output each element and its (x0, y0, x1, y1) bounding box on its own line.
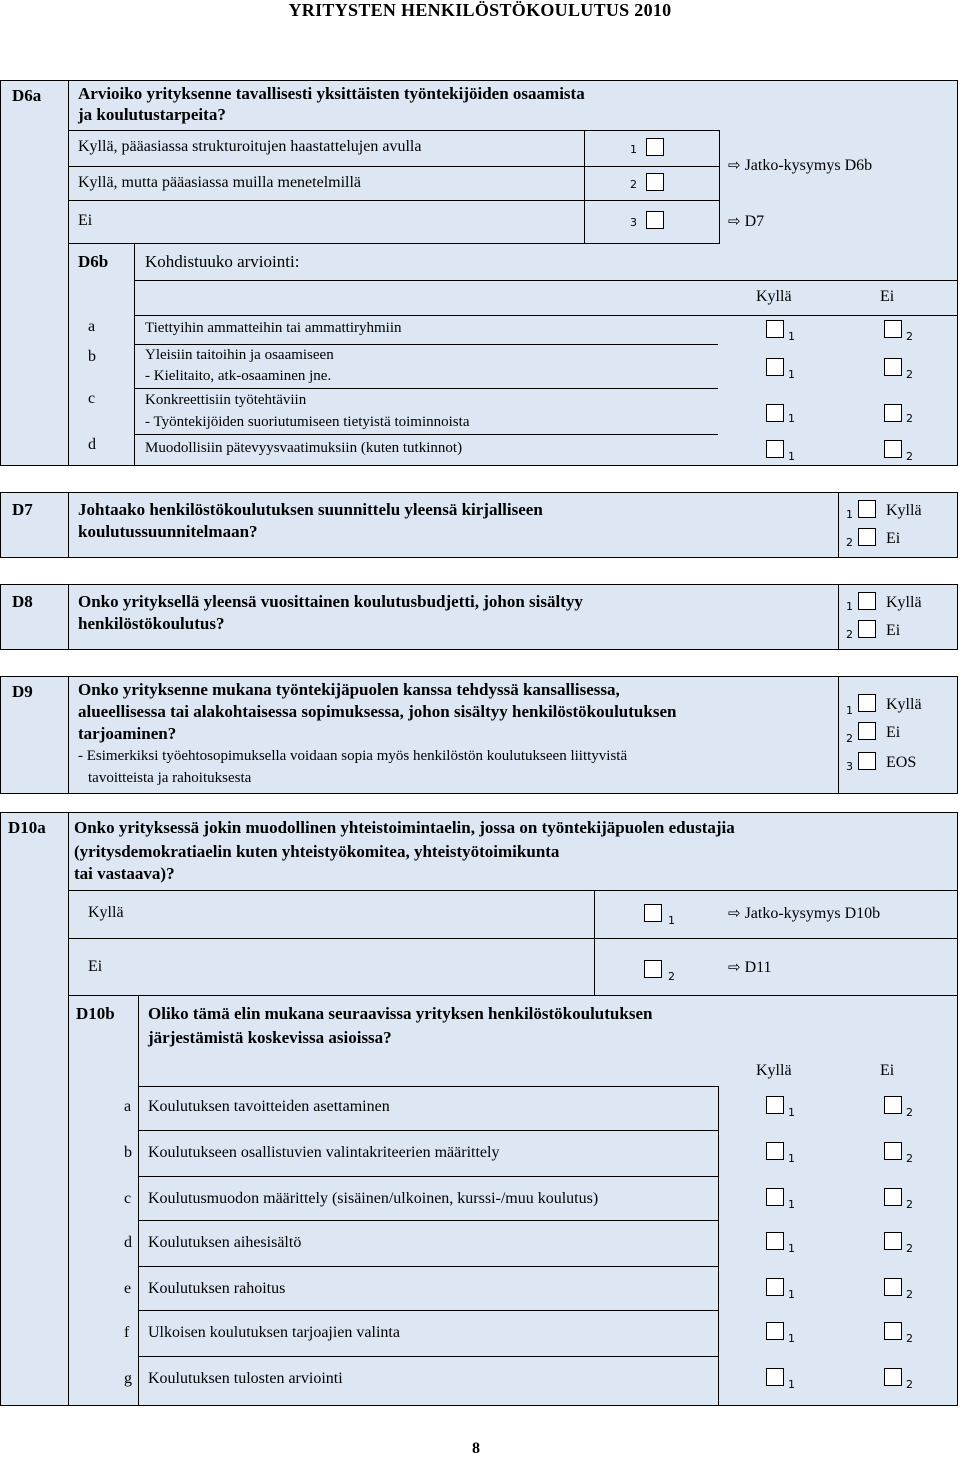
d10a-option-no: Ei (88, 958, 103, 975)
d6b-b-yes-checkbox[interactable] (766, 358, 784, 376)
arrow-right-icon: ⇨ (728, 156, 741, 174)
d6a-checkbox-1[interactable] (646, 138, 664, 156)
page-number: 8 (472, 1440, 480, 1457)
d10b-d-no-checkbox[interactable] (884, 1232, 902, 1250)
d10b-col-yes: Kyllä (756, 1062, 792, 1079)
d9-note-line1: - Esimerkiksi työehtosopimuksella voidaan sopia myös henkilöstön koulutukseen liittyvistä (78, 748, 628, 764)
arrow-right-icon: ⇨ (728, 958, 741, 976)
d10b-a-no-checkbox[interactable] (884, 1096, 902, 1114)
d9-yes-checkbox[interactable] (858, 694, 876, 712)
question-id-d6a: D6a (12, 86, 42, 105)
d10b-g-no-checkbox[interactable] (884, 1368, 902, 1386)
d10b-e-no-checkbox[interactable] (884, 1278, 902, 1296)
d6b-c-yes-checkbox[interactable] (766, 404, 784, 422)
d8-question-line1: Onko yrityksellä yleensä vuosittainen koulutusbudjetti, johon sisältyy (78, 592, 583, 611)
d6b-col-no: Ei (880, 288, 895, 305)
d10b-c-yes-checkbox[interactable] (766, 1188, 784, 1206)
d10a-no-checkbox[interactable] (644, 960, 662, 978)
d6b-d-yes-checkbox[interactable] (766, 440, 784, 458)
d10a-option-yes: Kyllä (88, 904, 124, 921)
d6b-item-b: Yleisiin taitoihin ja osaamiseen (145, 347, 334, 363)
d6a-question-line2: ja koulutustarpeita? (78, 105, 226, 124)
d10b-item-a: Koulutuksen tavoitteiden asettaminen (148, 1098, 390, 1115)
d10a-question-line2: (yritysdemokratiaelin kuten yhteistyökomitea, yhteistyötoimikunta (74, 842, 560, 861)
d9-question-line1: Onko yrityksenne mukana työntekijäpuolen kanssa tehdyssä kansallisessa, (78, 680, 620, 699)
question-id-d10b: D10b (76, 1004, 115, 1023)
question-id-d8: D8 (12, 592, 33, 611)
d10b-b-yes-checkbox[interactable] (766, 1142, 784, 1160)
d6a-checkbox-3[interactable] (646, 211, 664, 229)
d6b-d-no-checkbox[interactable] (884, 440, 902, 458)
question-id-d10a: D10a (8, 818, 46, 837)
d6a-option-2: Kyllä, mutta pääasiassa muilla menetelmillä (78, 174, 362, 191)
arrow-right-icon: ⇨ (728, 212, 741, 230)
d6b-item-d: Muodollisiin pätevyysvaatimuksiin (kuten tutkinnot) (145, 440, 463, 456)
d6a-jump-yes: ⇨ Jatko-kysymys D6b (728, 156, 873, 174)
page-header: YRITYSTEN HENKILÖSTÖKOULUTUS 2010 (288, 0, 672, 20)
d10b-d-yes-checkbox[interactable] (766, 1232, 784, 1250)
d6b-item-c: Konkreettisiin työtehtäviin (145, 392, 307, 408)
d10b-question-line1: Oliko tämä elin mukana seuraavissa yrityksen henkilöstökoulutuksen (148, 1004, 653, 1023)
question-id-d9: D9 (12, 682, 33, 701)
d8-yes-checkbox[interactable] (858, 592, 876, 610)
question-id-d7: D7 (12, 500, 33, 519)
d6b-c-no-checkbox[interactable] (884, 404, 902, 422)
d8-no-checkbox[interactable] (858, 620, 876, 638)
d10a-jump-yes: ⇨ Jatko-kysymys D10b (728, 904, 881, 922)
d6b-col-yes: Kyllä (756, 288, 792, 305)
d10a-jump-no: ⇨ D11 (728, 958, 772, 976)
d6a-checkbox-2[interactable] (646, 173, 664, 191)
arrow-right-icon: ⇨ (728, 904, 741, 922)
d10b-question-line2: järjestämistä koskevissa asioissa? (148, 1028, 392, 1047)
d6a-option-3: Ei (78, 212, 93, 229)
d10b-b-no-checkbox[interactable] (884, 1142, 902, 1160)
question-id-d6b: D6b (78, 252, 109, 271)
d6b-item-c-note: - Työntekijöiden suoriutumiseen tietyistä toiminnoista (145, 414, 470, 430)
d6b-item-a: Tiettyihin ammatteihin tai ammattiryhmiin (145, 320, 402, 336)
d10b-col-no: Ei (880, 1062, 895, 1079)
d6b-a-no-checkbox[interactable] (884, 320, 902, 338)
d10b-f-no-checkbox[interactable] (884, 1322, 902, 1340)
d9-no-checkbox[interactable] (858, 722, 876, 740)
d6a-question-line1: Arvioiko yrityksenne tavallisesti yksittäisten työntekijöiden osaamista (78, 84, 585, 103)
d7-question-line1: Johtaako henkilöstökoulutuksen suunnittelu yleensä kirjalliseen (78, 500, 543, 519)
d6a-jump-no: ⇨ D7 (728, 212, 765, 230)
d10a-question-line1: Onko yrityksessä jokin muodollinen yhteistoimintaelin, jossa on työntekijäpuolen edustajia (74, 818, 735, 837)
d6b-item-b-note: - Kielitaito, atk-osaaminen jne. (145, 368, 332, 384)
d10b-a-yes-checkbox[interactable] (766, 1096, 784, 1114)
d10b-item-f: Ulkoisen koulutuksen tarjoajien valinta (148, 1324, 400, 1341)
d6b-a-yes-checkbox[interactable] (766, 320, 784, 338)
d6b-b-no-checkbox[interactable] (884, 358, 902, 376)
d10b-f-yes-checkbox[interactable] (766, 1322, 784, 1340)
d9-note-line2: tavoitteista ja rahoituksesta (88, 770, 252, 786)
d10b-item-e: Koulutuksen rahoitus (148, 1280, 286, 1297)
d9-question-line3: tarjoaminen? (78, 724, 177, 743)
d10b-g-yes-checkbox[interactable] (766, 1368, 784, 1386)
d6a-option-1: Kyllä, pääasiassa strukturoitujen haastattelujen avulla (78, 138, 422, 155)
d10a-question-line3: tai vastaava)? (74, 864, 175, 883)
d10b-item-c: Koulutusmuodon määrittely (sisäinen/ulkoinen, kurssi-/muu koulutus) (148, 1190, 599, 1207)
d10b-item-d: Koulutuksen aihesisältö (148, 1234, 302, 1251)
d9-eos-checkbox[interactable] (858, 752, 876, 770)
d6b-question: Kohdistuuko arviointi: (145, 252, 300, 271)
d9-question-line2: alueellisessa tai alakohtaisessa sopimuksessa, johon sisältyy henkilöstökoulutuksen (78, 702, 677, 721)
d10b-e-yes-checkbox[interactable] (766, 1278, 784, 1296)
d7-no-checkbox[interactable] (858, 528, 876, 546)
d10b-item-g: Koulutuksen tulosten arviointi (148, 1370, 343, 1387)
d7-yes-checkbox[interactable] (858, 500, 876, 518)
d10b-c-no-checkbox[interactable] (884, 1188, 902, 1206)
d7-question-line2: koulutussuunnitelmaan? (78, 522, 258, 541)
d10a-yes-checkbox[interactable] (644, 904, 662, 922)
d8-question-line2: henkilöstökoulutus? (78, 614, 225, 633)
d10b-item-b: Koulutukseen osallistuvien valintakriteerien määrittely (148, 1144, 500, 1161)
